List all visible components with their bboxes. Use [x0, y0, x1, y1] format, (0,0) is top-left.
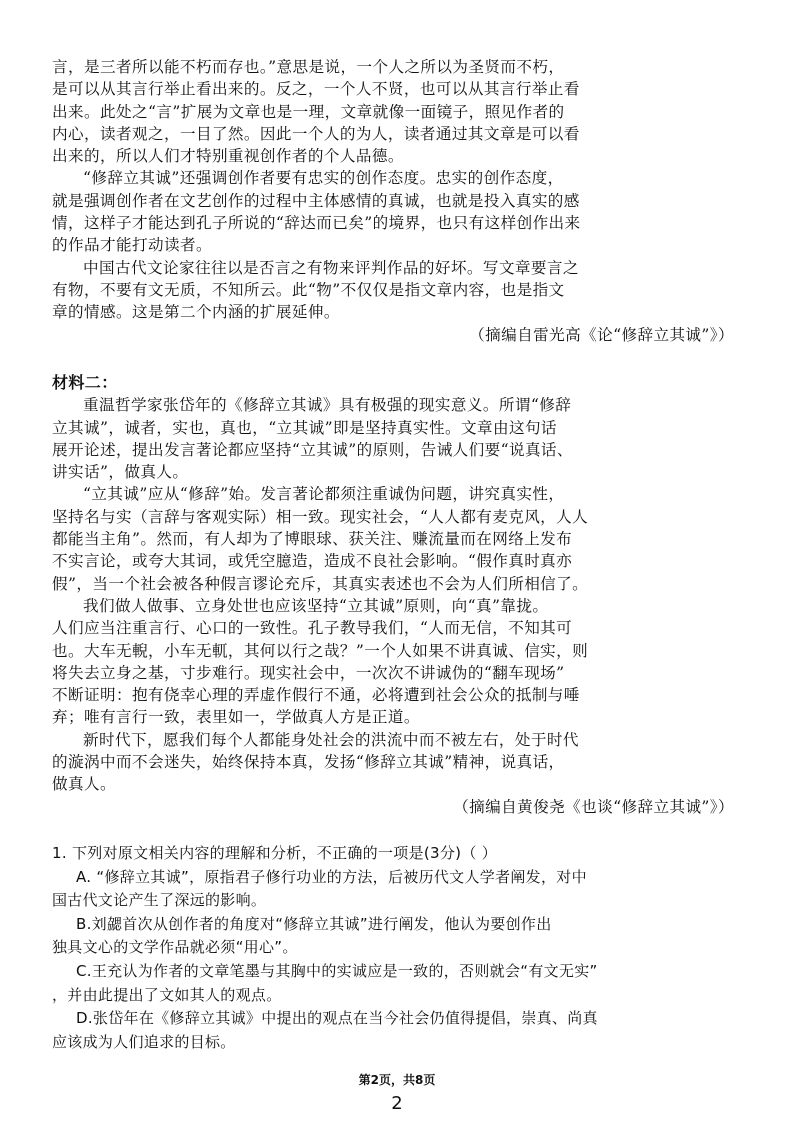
text-line: 将失去立身之基，寸步难行。现实社会中，一次次不讲诚伪的“翻车现场” [52, 663, 565, 682]
text-line: 坚持名与实（言辞与客观实际）相一致。现实社会，“人人都有麦克风，人人 [52, 507, 589, 526]
material2-section [52, 372, 742, 818]
question-stem: 1. 下列对原文相关内容的理解和分析，不正确的一项是(3分)（ ） [52, 844, 497, 862]
text-line: 是可以从其言行举止看出来的。反之，一个人不贤，也可以从其言行举止看 [52, 80, 580, 99]
text-line: 出来的，所以人们才特别重视创作者的个人品德。 [52, 147, 404, 166]
option-a-cont: 国古代文论产生了深远的影响。 [52, 891, 267, 910]
text-line: 我们做人做事、立身处世也应该坚持“立其诚”原则，向“真”靠拢。 [83, 596, 549, 615]
option-d-cont: 应该成为人们追求的目标。 [52, 1032, 236, 1051]
source-citation: （摘编自黄俊尧《也谈“修辞立其诚”》） [453, 797, 734, 816]
option-b-cont: 独具文心的文学作品就必须“用心”。 [52, 938, 298, 957]
text-line: 都能当主角”。然而，有人却为了博眼球、获关注、赚流量而在网络上发布 [52, 530, 573, 549]
option-c-cont: ，并由此提出了文如其人的观点。 [52, 985, 282, 1004]
text-line: 新时代下，愿我们每个人都能身处社会的洪流中而不被左右，处于时代 [83, 730, 579, 749]
page-footer-label: 第2页，共8页 [358, 1073, 436, 1087]
text-line: 不实言论，或夸大其词，或凭空臆造，造成不良社会影响。“假作真时真亦 [52, 552, 573, 571]
text-line: 假”，当一个社会被各种假言谬论充斥，其真实表述也不会为人们所相信了。 [52, 574, 589, 593]
text-line: 不断证明：抱有侥幸心理的弄虚作假行不通，必将遭到社会公众的抵制与唾 [52, 686, 580, 705]
text-line: 中国古代文论家往往以是否言之有物来评判作品的好坏。写文章要言之 [83, 258, 579, 277]
option-b: B.刘勰首次从创作者的角度对“修辞立其诚”进行阐发，他认为要创作出 [76, 914, 552, 933]
text-line: 讲实话”，做真人。 [52, 463, 189, 482]
passage-part1 [52, 56, 742, 346]
text-line: 展开论述，提出发言著论都应坚持“立其诚”的原则，告诫人们要“说真话、 [52, 440, 573, 459]
text-line: 出来。此处之“言”扩展为文章也是一理，文章就像一面镜子，照见作者的 [52, 102, 565, 121]
text-line: 的漩涡中而不会迷失，始终保持本真，发扬“修辞立其诚”精神，说真话， [52, 753, 565, 772]
text-line: 内心，读者观之，一目了然。因此一个人的为人，读者通过其文章是可以看 [52, 124, 580, 143]
section-heading: 材料二： [52, 373, 118, 392]
text-line: 言，是三者所以能不朽而存也。”意思是说，一个人之所以为圣贤而不朽， [52, 58, 565, 76]
text-line: 也。大车无輗，小车无軏，其何以行之哉？”一个人如果不讲真诚、信实，则 [52, 641, 589, 660]
text-line: 重温哲学家张岱年的《修辞立其诚》具有极强的现实意义。所谓“修辞 [83, 396, 572, 415]
text-line: 人们应当注重言行、心口的一致性。孔子教导我们，“人而无信，不知其可 [52, 619, 573, 638]
text-line: 章的情感。这是第二个内涵的扩展延伸。 [52, 303, 340, 322]
question-1 [52, 842, 742, 1054]
source-citation: （摘编自雷光高《论“修辞立其诚”》） [469, 325, 734, 344]
text-line: 立其诚”，诚者，实也，真也，“立其诚”即是坚持真实性。文章由这句话 [52, 418, 557, 437]
text-line: “修辞立其诚”还强调创作者要有忠实的创作态度。忠实的创作态度， [83, 169, 564, 188]
option-a: A. “修辞立其诚”，原指君子修行功业的方法，后被历代文人学者阐发，对中 [76, 867, 587, 886]
text-line: 的作品才能打动读者。 [52, 236, 212, 255]
text-line: 有物，不要有文无质，不知所云。此“物”不仅仅是指文章内容，也是指文 [52, 280, 565, 299]
text-line: 做真人。 [52, 775, 116, 794]
text-line: “立其诚”应从“修辞”始。发言著论都须注重诚伪问题，讲究真实性， [83, 485, 565, 504]
text-line: 弃；唯有言行一致，表里如一，学做真人方是正道。 [52, 708, 420, 727]
text-line: 就是强调创作者在文艺创作的过程中主体感情的真诚，也就是投入真实的感 [52, 191, 580, 210]
option-d: D.张岱年在《修辞立其诚》中提出的观点在当今社会仍值得提倡，崇真、尚真 [76, 1009, 598, 1028]
option-c: C.王充认为作者的文章笔墨与其胸中的实诚应是一致的，否则就会“有文无实” [76, 961, 598, 980]
text-line: 情，这样子才能达到孔子所说的“辞达而已矣”的境界，也只有这样创作出来 [52, 214, 581, 233]
page-number: 2 [391, 1093, 403, 1114]
